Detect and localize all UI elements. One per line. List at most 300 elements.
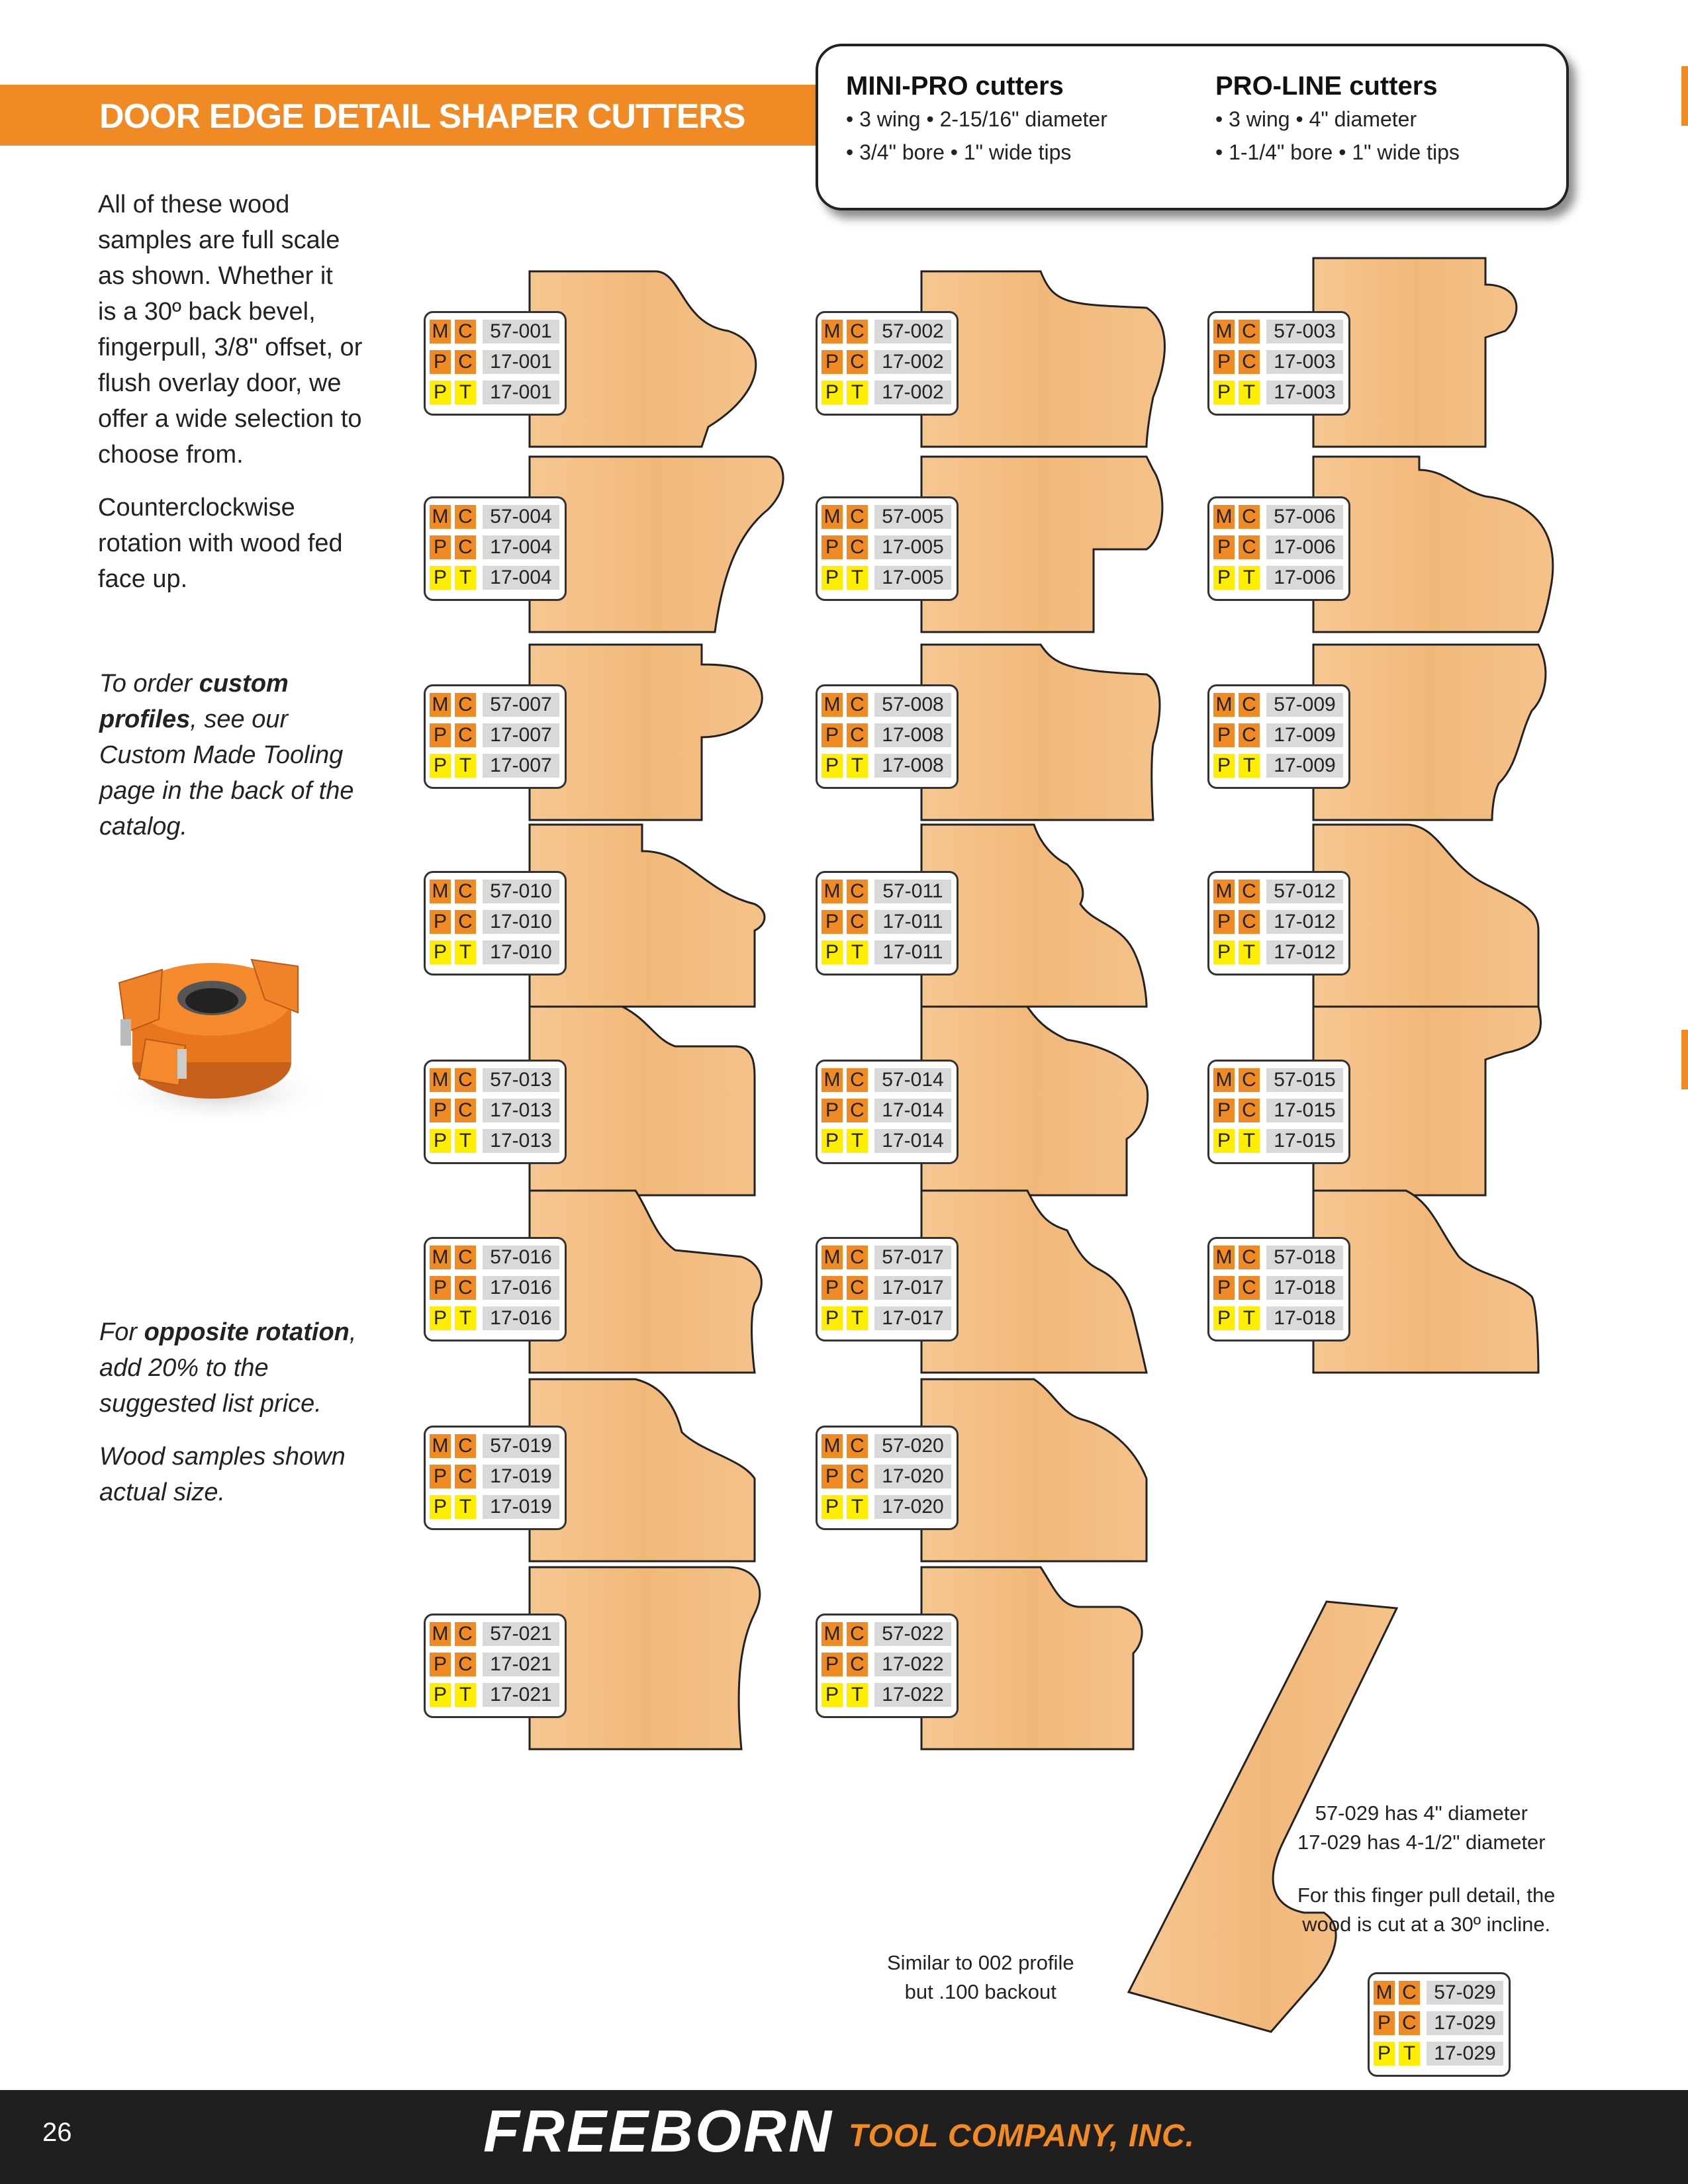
series-letter: P — [430, 1306, 451, 1330]
mc-row — [430, 1067, 559, 1093]
pt-row — [430, 1128, 559, 1154]
part-number: 57-003 — [1266, 320, 1343, 343]
pt-row — [430, 752, 559, 779]
series-letter: C — [847, 1434, 868, 1458]
series-letter: C — [847, 1246, 868, 1269]
series-letter: T — [1239, 754, 1260, 778]
part-number: 17-020 — [874, 1465, 951, 1488]
page-number: 26 — [42, 2118, 72, 2147]
part-number: 17-009 — [1266, 723, 1343, 747]
mc-row — [430, 878, 559, 905]
part-number: 17-010 — [483, 940, 559, 964]
series-letter: T — [455, 754, 476, 778]
series-letter: P — [821, 1129, 843, 1153]
part-number: 17-001 — [483, 350, 559, 374]
wood-sample-57-004 — [530, 457, 783, 632]
series-letter: T — [847, 566, 868, 590]
pt-row — [430, 565, 559, 591]
mc-row — [1213, 504, 1343, 530]
part-number: 17-019 — [483, 1495, 559, 1519]
pc-row — [1213, 722, 1343, 749]
part-number: 57-009 — [1266, 693, 1343, 717]
part-number: 17-001 — [483, 381, 559, 404]
series-letter: C — [1399, 1981, 1420, 2005]
series-letter: T — [1399, 2042, 1420, 2066]
profile-label-57-017 — [816, 1237, 959, 1342]
part-number: 17-004 — [483, 566, 559, 590]
series-letter: C — [455, 1434, 476, 1458]
series-letter: P — [821, 381, 843, 404]
series-letter: P — [821, 910, 843, 934]
series-letter: M — [430, 1068, 451, 1092]
pc-row — [1213, 1097, 1343, 1124]
series-letter: P — [1213, 566, 1235, 590]
part-number: 17-008 — [874, 754, 951, 778]
mc-row — [430, 504, 559, 530]
series-letter: P — [430, 535, 451, 559]
mc-row — [821, 504, 951, 530]
series-letter: P — [1374, 2011, 1395, 2035]
series-letter: C — [847, 1465, 868, 1488]
part-number: 17-005 — [874, 566, 951, 590]
brand-subtitle: TOOL COMPANY, INC. — [849, 2118, 1195, 2154]
series-letter: P — [821, 940, 843, 964]
pc-row — [1213, 1275, 1343, 1301]
series-letter: T — [455, 940, 476, 964]
mini-pro-spec-1: • 3 wing • 2-15/16" diameter — [846, 107, 1107, 131]
series-letter: C — [1239, 1246, 1260, 1269]
part-number: 17-015 — [1266, 1099, 1343, 1122]
profile-label-57-009 — [1207, 684, 1350, 789]
part-number: 17-005 — [874, 535, 951, 559]
part-number: 57-018 — [1266, 1246, 1343, 1269]
series-letter: C — [455, 1068, 476, 1092]
pc-row — [821, 1097, 951, 1124]
part-number: 57-020 — [874, 1434, 951, 1458]
series-letter: P — [430, 381, 451, 404]
pc-row — [1213, 534, 1343, 561]
series-letter: T — [1239, 566, 1260, 590]
series-letter: T — [1239, 940, 1260, 964]
series-letter: T — [455, 1683, 476, 1707]
mc-row — [1213, 1244, 1343, 1271]
series-letter: T — [455, 566, 476, 590]
pt-row — [1213, 565, 1343, 591]
pt-row — [821, 752, 951, 779]
part-number: 57-029 — [1427, 1981, 1503, 2005]
part-number: 17-022 — [874, 1683, 951, 1707]
series-letter: M — [821, 1246, 843, 1269]
series-letter: T — [847, 1495, 868, 1519]
series-letter: M — [821, 505, 843, 529]
series-letter: P — [430, 1495, 451, 1519]
part-number: 57-021 — [483, 1622, 559, 1646]
series-letter: T — [847, 1683, 868, 1707]
part-number: 17-017 — [874, 1276, 951, 1300]
part-number: 57-012 — [1266, 880, 1343, 903]
pc-row — [430, 534, 559, 561]
pt-row — [821, 1682, 951, 1708]
profile-label-57-005 — [816, 496, 959, 601]
profile-label-57-020 — [816, 1426, 959, 1530]
part-number: 57-022 — [874, 1622, 951, 1646]
mini-pro-spec-2: • 3/4" bore • 1" wide tips — [846, 140, 1072, 164]
series-letter: M — [1213, 1068, 1235, 1092]
pc-row — [821, 722, 951, 749]
series-letter: T — [847, 1306, 868, 1330]
series-letter: M — [430, 505, 451, 529]
profile-label-57-014 — [816, 1060, 959, 1164]
series-letter: C — [847, 880, 868, 903]
series-letter: C — [847, 693, 868, 717]
pt-row — [430, 1305, 559, 1332]
series-letter: M — [430, 880, 451, 903]
profile-label-57-018 — [1207, 1237, 1350, 1342]
series-letter: C — [455, 1246, 476, 1269]
series-letter: P — [1213, 1129, 1235, 1153]
part-number: 57-019 — [483, 1434, 559, 1458]
part-number: 57-010 — [483, 880, 559, 903]
series-letter: C — [1239, 723, 1260, 747]
series-letter: C — [847, 723, 868, 747]
series-letter: M — [821, 1068, 843, 1092]
pt-row — [430, 379, 559, 406]
pc-row — [821, 1651, 951, 1678]
series-letter: P — [430, 910, 451, 934]
pc-row — [430, 1463, 559, 1490]
series-letter: M — [430, 320, 451, 343]
pt-row — [1213, 939, 1343, 966]
part-number: 17-004 — [483, 535, 559, 559]
series-letter: C — [1239, 1099, 1260, 1122]
profile-label-57-010 — [424, 871, 567, 976]
footer-bar — [0, 2090, 1688, 2184]
pc-row — [821, 349, 951, 375]
series-letter: T — [1239, 1129, 1260, 1153]
pt-row — [821, 1305, 951, 1332]
part-number: 57-016 — [483, 1246, 559, 1269]
profile-label-57-015 — [1207, 1060, 1350, 1164]
series-letter: C — [1239, 1068, 1260, 1092]
series-letter: C — [847, 1068, 868, 1092]
pt-row — [821, 939, 951, 966]
series-letter: P — [821, 1306, 843, 1330]
part-number: 17-017 — [874, 1306, 951, 1330]
series-letter: M — [1213, 1246, 1235, 1269]
series-letter: P — [1374, 2042, 1395, 2066]
series-letter: C — [1239, 1276, 1260, 1300]
series-letter: C — [455, 350, 476, 374]
part-number: 17-003 — [1266, 350, 1343, 374]
pt-row — [430, 1494, 559, 1520]
brand-logo: FREEBORN — [483, 2099, 834, 2165]
series-letter: C — [455, 723, 476, 747]
part-number: 57-011 — [874, 880, 951, 903]
incline-note: For this finger pull detail, the wood is cut at a 30º incline. — [1297, 1884, 1556, 1936]
series-letter: P — [1213, 350, 1235, 374]
series-letter: C — [1239, 320, 1260, 343]
pc-row — [430, 1097, 559, 1124]
profile-label-57-013 — [424, 1060, 567, 1164]
pc-row — [430, 909, 559, 935]
pt-row — [821, 1128, 951, 1154]
mc-row — [1213, 878, 1343, 905]
series-letter: P — [821, 1653, 843, 1676]
pc-row — [821, 1463, 951, 1490]
series-letter: M — [430, 1622, 451, 1646]
series-letter: C — [847, 1653, 868, 1676]
part-number: 17-013 — [483, 1099, 559, 1122]
series-letter: P — [430, 940, 451, 964]
part-number: 17-009 — [1266, 754, 1343, 778]
pro-line-title: PRO-LINE cutters — [1215, 71, 1438, 101]
series-letter: C — [455, 1276, 476, 1300]
series-letter: P — [821, 1683, 843, 1707]
series-letter: P — [821, 535, 843, 559]
part-number: 17-021 — [483, 1683, 559, 1707]
mc-row — [1213, 1067, 1343, 1093]
profile-label-57-029 — [1368, 1972, 1511, 2077]
part-number: 17-029 — [1427, 2042, 1503, 2066]
pc-row — [1374, 2010, 1503, 2036]
pt-row — [821, 1494, 951, 1520]
pt-row — [1213, 1305, 1343, 1332]
part-number: 17-007 — [483, 723, 559, 747]
wood-samples-paragraph: Wood samples shown actual size. — [99, 1443, 346, 1506]
series-letter: P — [1213, 910, 1235, 934]
series-letter: P — [1213, 535, 1235, 559]
series-letter: M — [1213, 693, 1235, 717]
profile-label-57-011 — [816, 871, 959, 976]
profile-label-57-006 — [1207, 496, 1350, 601]
part-number: 17-008 — [874, 723, 951, 747]
part-number: 57-007 — [483, 693, 559, 717]
series-letter: C — [455, 320, 476, 343]
series-letter: T — [455, 1129, 476, 1153]
series-letter: C — [847, 910, 868, 934]
part-number: 17-022 — [874, 1653, 951, 1676]
mc-row — [430, 692, 559, 718]
series-letter: M — [430, 1246, 451, 1269]
series-letter: C — [847, 505, 868, 529]
pt-row — [1213, 1128, 1343, 1154]
series-letter: C — [847, 1622, 868, 1646]
profile-label-57-007 — [424, 684, 567, 789]
series-letter: P — [1213, 1099, 1235, 1122]
profile-label-57-022 — [816, 1614, 959, 1718]
profile-label-57-021 — [424, 1614, 567, 1718]
series-letter: P — [1213, 940, 1235, 964]
series-letter: C — [1239, 535, 1260, 559]
pc-row — [430, 1275, 559, 1301]
part-number: 57-015 — [1266, 1068, 1343, 1092]
pc-row — [430, 349, 559, 375]
mc-row — [1374, 1979, 1503, 2006]
pc-row — [821, 909, 951, 935]
profile-label-57-004 — [424, 496, 567, 601]
series-letter: P — [1213, 381, 1235, 404]
series-letter: P — [430, 754, 451, 778]
profile-label-57-008 — [816, 684, 959, 789]
mc-row — [430, 1244, 559, 1271]
part-number: 57-006 — [1266, 505, 1343, 529]
series-letter: C — [455, 693, 476, 717]
series-letter: P — [821, 754, 843, 778]
part-number: 17-019 — [483, 1465, 559, 1488]
part-number: 17-011 — [874, 910, 951, 934]
part-number: 17-014 — [874, 1099, 951, 1122]
series-letter: P — [821, 1099, 843, 1122]
series-letter: T — [847, 940, 868, 964]
series-letter: C — [455, 880, 476, 903]
series-letter: P — [430, 350, 451, 374]
series-letter: C — [455, 910, 476, 934]
mc-row — [1213, 318, 1343, 345]
series-letter: P — [430, 1276, 451, 1300]
rotation-paragraph: Counterclockwise rotation with wood fed face up. — [98, 494, 343, 593]
part-number: 17-018 — [1266, 1276, 1343, 1300]
part-number: 17-011 — [874, 940, 951, 964]
series-letter: C — [455, 1653, 476, 1676]
series-letter: P — [1213, 723, 1235, 747]
mc-row — [1213, 692, 1343, 718]
part-number: 17-014 — [874, 1129, 951, 1153]
series-letter: P — [1213, 1306, 1235, 1330]
series-letter: P — [1213, 1276, 1235, 1300]
intro-paragraph: All of these wood samples are full scale as shown. Whether it is a 30º back bevel, fingerpull, 3/8" offset, or flush overlay door, we offer a wide selection to choose from. — [98, 191, 363, 469]
similar-note: Similar to 002 profile but .100 backout — [887, 1951, 1074, 2003]
mc-row — [430, 1621, 559, 1647]
mini-pro-title: MINI-PRO cutters — [846, 71, 1064, 101]
series-letter: M — [1374, 1981, 1395, 2005]
part-number: 57-004 — [483, 505, 559, 529]
part-number: 17-012 — [1266, 910, 1343, 934]
series-letter: C — [847, 350, 868, 374]
series-letter: M — [821, 693, 843, 717]
series-letter: C — [1399, 2011, 1420, 2035]
series-letter: C — [1239, 910, 1260, 934]
mc-row — [821, 1067, 951, 1093]
part-number: 17-006 — [1266, 566, 1343, 590]
series-letter: M — [430, 693, 451, 717]
mc-row — [821, 318, 951, 345]
profile-label-57-016 — [424, 1237, 567, 1342]
series-letter: P — [430, 1099, 451, 1122]
series-letter: T — [847, 381, 868, 404]
series-letter: P — [821, 566, 843, 590]
part-number: 57-005 — [874, 505, 951, 529]
profile-label-57-002 — [816, 311, 959, 416]
pc-row — [1213, 349, 1343, 375]
pt-row — [821, 379, 951, 406]
series-letter: T — [1239, 381, 1260, 404]
pc-row — [430, 722, 559, 749]
profile-label-57-001 — [424, 311, 567, 416]
part-number: 17-007 — [483, 754, 559, 778]
series-letter: P — [1213, 754, 1235, 778]
part-number: 17-003 — [1266, 381, 1343, 404]
profile-label-57-012 — [1207, 871, 1350, 976]
series-letter: C — [847, 1099, 868, 1122]
part-number: 57-014 — [874, 1068, 951, 1092]
series-letter: P — [821, 1276, 843, 1300]
series-letter: M — [1213, 505, 1235, 529]
series-letter: P — [430, 566, 451, 590]
pro-line-spec-1: • 3 wing • 4" diameter — [1215, 107, 1417, 131]
series-letter: C — [847, 535, 868, 559]
part-number: 17-013 — [483, 1129, 559, 1153]
part-number: 17-002 — [874, 350, 951, 374]
part-number: 17-012 — [1266, 940, 1343, 964]
pt-row — [430, 1682, 559, 1708]
part-number: 17-021 — [483, 1653, 559, 1676]
series-letter: M — [821, 320, 843, 343]
mc-row — [430, 1433, 559, 1459]
series-letter: M — [821, 1622, 843, 1646]
mc-row — [821, 1433, 951, 1459]
series-letter: P — [430, 1683, 451, 1707]
series-letter: M — [821, 880, 843, 903]
pro-line-spec-2: • 1-1/4" bore • 1" wide tips — [1215, 140, 1460, 164]
part-number: 57-017 — [874, 1246, 951, 1269]
pc-row — [821, 534, 951, 561]
series-letter: P — [430, 723, 451, 747]
series-letter: M — [821, 1434, 843, 1458]
series-letter: T — [847, 1129, 868, 1153]
pc-row — [430, 1651, 559, 1678]
series-letter: C — [847, 320, 868, 343]
series-letter: C — [455, 505, 476, 529]
part-number: 17-029 — [1427, 2011, 1503, 2035]
part-number: 17-018 — [1266, 1306, 1343, 1330]
series-letter: C — [455, 1622, 476, 1646]
series-letter: P — [430, 1129, 451, 1153]
opposite-rotation-paragraph: For opposite rotation, add 20% to the suggested list price. — [99, 1318, 357, 1418]
part-number: 57-001 — [483, 320, 559, 343]
mc-row — [821, 878, 951, 905]
part-number: 17-006 — [1266, 535, 1343, 559]
page-title: DOOR EDGE DETAIL SHAPER CUTTERS — [99, 97, 745, 136]
series-letter: P — [821, 350, 843, 374]
series-letter: C — [455, 1465, 476, 1488]
profile-label-57-003 — [1207, 311, 1350, 416]
series-letter: T — [847, 754, 868, 778]
profile-label-57-019 — [424, 1426, 567, 1530]
pt-row — [1374, 2040, 1503, 2067]
series-letter: T — [455, 1306, 476, 1330]
series-letter: C — [455, 1099, 476, 1122]
mc-row — [821, 692, 951, 718]
series-letter: C — [1239, 505, 1260, 529]
pt-row — [430, 939, 559, 966]
series-letter: C — [1239, 880, 1260, 903]
series-letter: P — [430, 1465, 451, 1488]
series-letter: T — [455, 1495, 476, 1519]
part-number: 17-016 — [483, 1306, 559, 1330]
mc-row — [430, 318, 559, 345]
series-letter: T — [1239, 1306, 1260, 1330]
series-letter: M — [1213, 320, 1235, 343]
part-number: 17-002 — [874, 381, 951, 404]
pc-row — [821, 1275, 951, 1301]
part-number: 57-008 — [874, 693, 951, 717]
series-letter: M — [1213, 880, 1235, 903]
part-number: 17-010 — [483, 910, 559, 934]
part-number: 57-002 — [874, 320, 951, 343]
series-letter: P — [821, 723, 843, 747]
series-letter: M — [430, 1434, 451, 1458]
part-number: 17-016 — [483, 1276, 559, 1300]
